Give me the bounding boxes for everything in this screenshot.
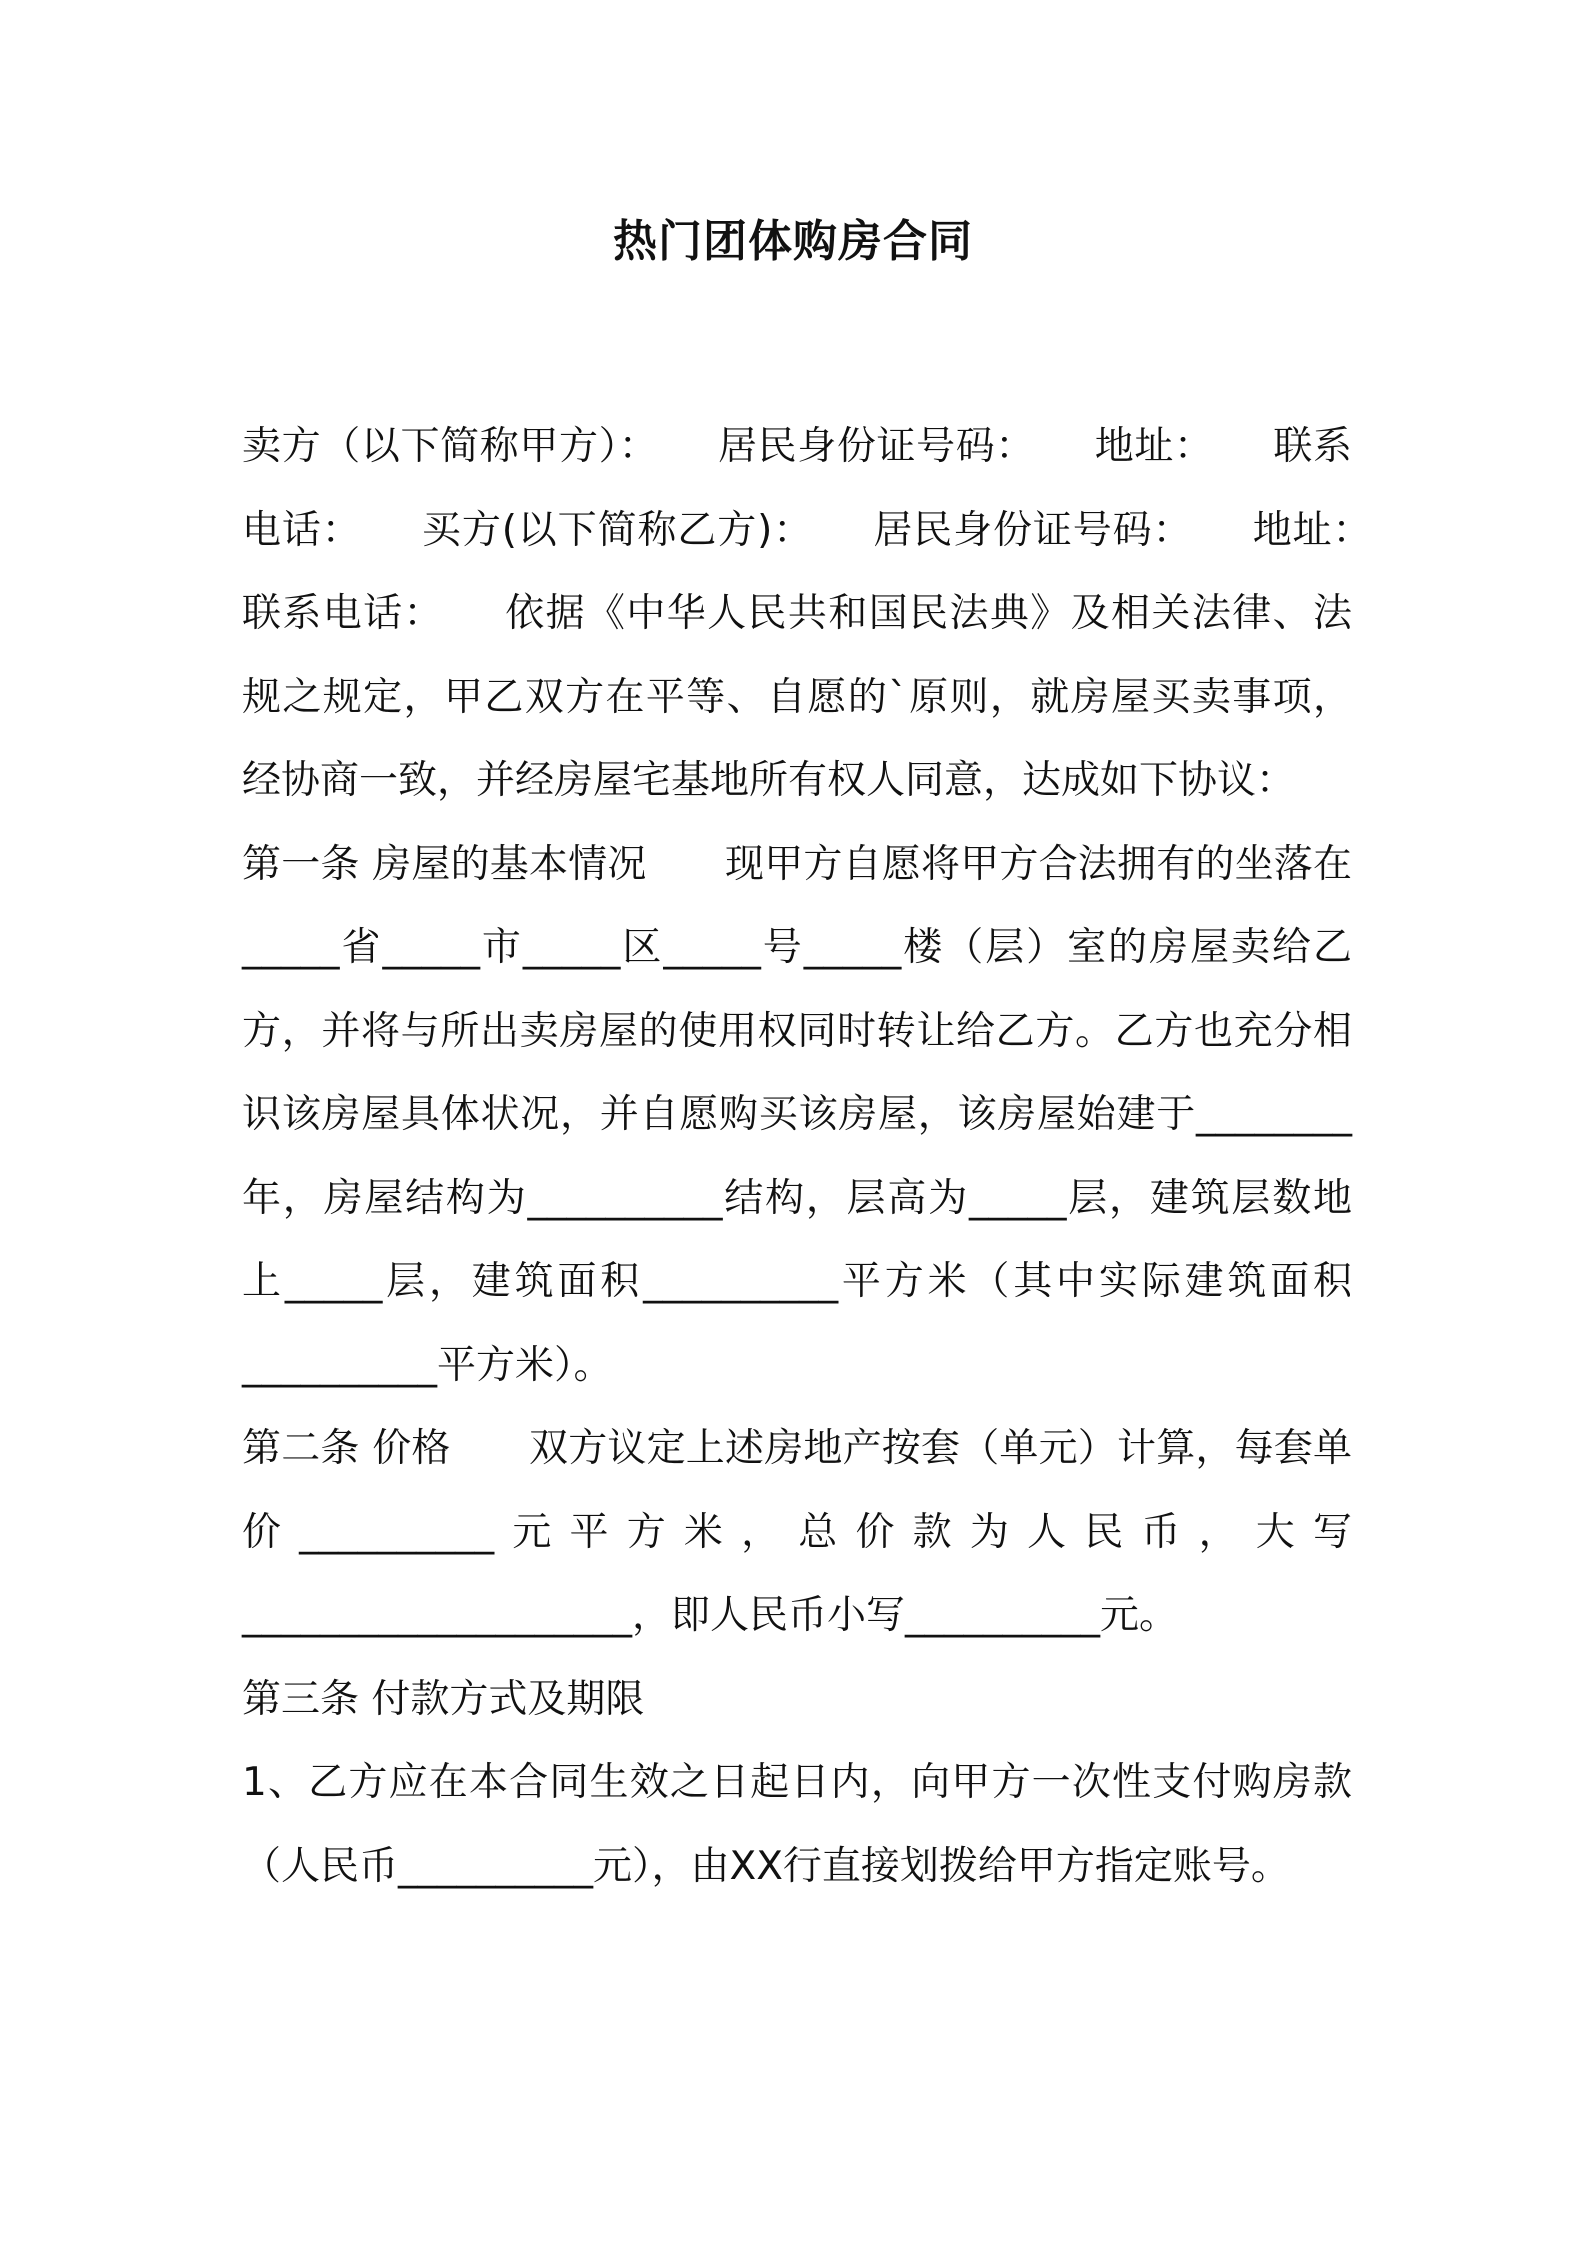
document-title: 热门团体购房合同: [613, 216, 973, 267]
article-3-heading: 第三条 付款方式及期限: [242, 1676, 645, 1722]
article-2-paragraph: 第二条 价格 双方议定上述房地产按套（单元）计算，每套单价__________元平方米，总价款为人民币，大写____________________，即人民币小写__________元。: [242, 1426, 1352, 1638]
article-3-clause-1: 1、乙方应在本合同生效之日起日内，向甲方一次性支付购房款（人民币__________元），由XX行直接划拨给甲方指定账号。: [242, 1760, 1352, 1889]
document-body: [242, 405, 1431, 1908]
parties-paragraph: 卖方（以下简称甲方）： 居民身份证号码： 地址： 联系电话： 买方(以下简称乙方)： 居民身份证号码： 地址： 联系电话： 依据《中华人民共和国民法典》及相关法律、法规之规定，甲乙双方在平等、自愿的`原则，就房屋买卖事项，经协商一致，并经房屋宅基地所有权人同意，达成如下协议：: [242, 424, 1431, 803]
article-1-paragraph: 第一条 房屋的基本情况 现甲方自愿将甲方合法拥有的坐落在_____省_____市_____区_____号_____楼（层）室的房屋卖给乙方，并将与所出卖房屋的使用权同时转让给乙方。乙方也充分相识该房屋具体状况，并自愿购买该房屋，该房屋始建于________年，房屋结构为__________结构，层高为_____层，建筑层数地上_____层，建筑面积__________平方米（其中实际建筑面积__________平方米）。: [242, 841, 1352, 1388]
